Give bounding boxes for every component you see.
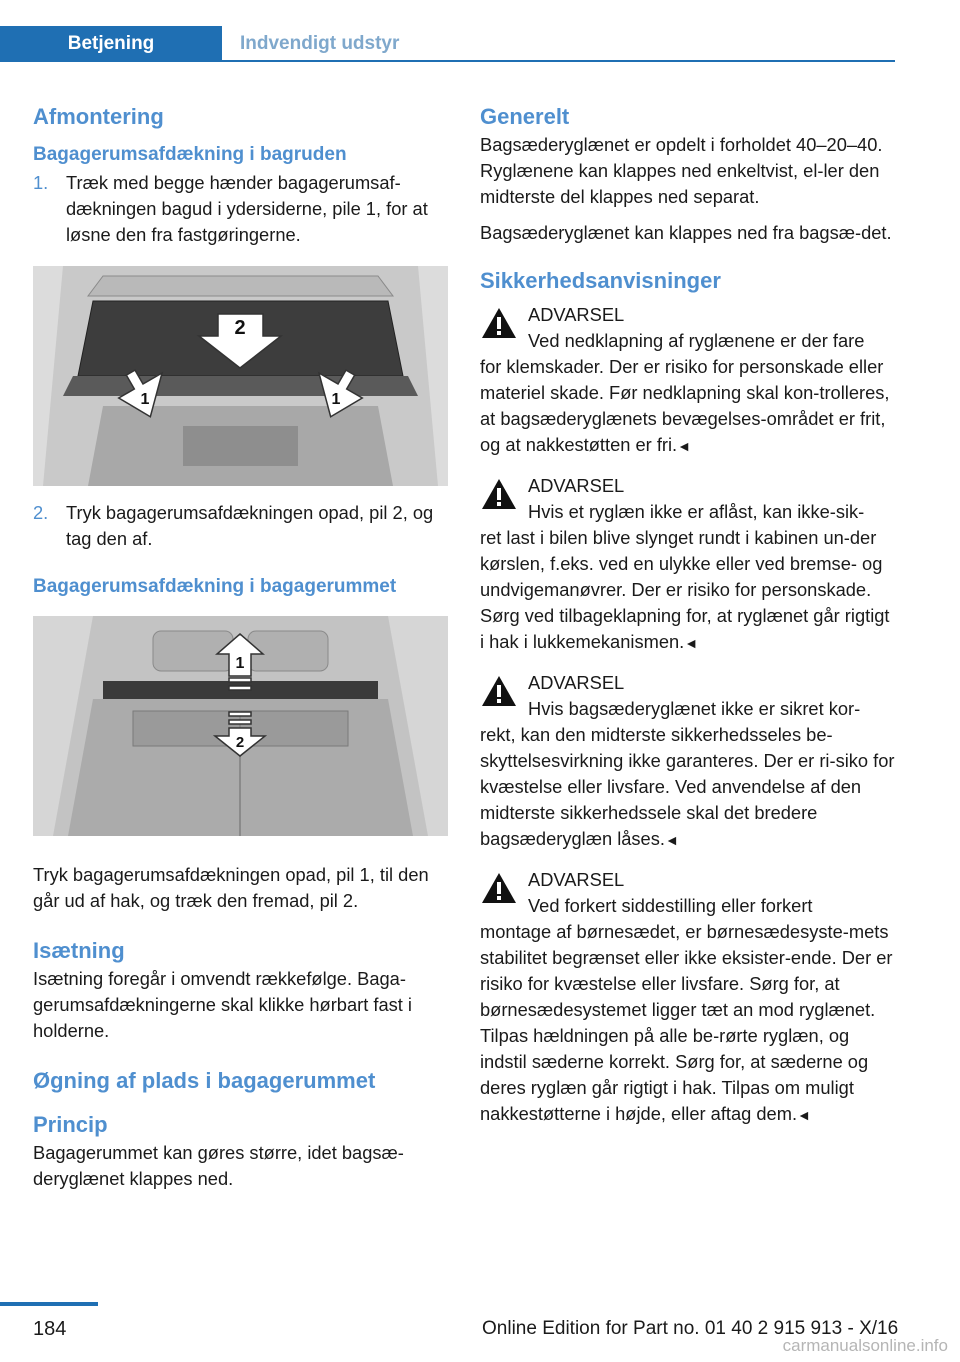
end-mark-icon: ◄ [677,438,691,454]
warning-1 [480,302,898,459]
warning-text-rest: montage af børnesædet, er børnesædesyste-mets stabilitet begrænset eller ikke eksister-ende. Der er risiko for kvæstelse eller livsfare. Sørg for, at børnesædesystemet ligger tæt an mod ryglænet. Tilpas hældningen på alle be-rørte ryglæn, og indstil sæderne korrekt. Sørg for, at sæderne og deres ryglæn går rigtigt i hak. Tilpas om muligt nakkestøtterne i højde, eller aftag dem. [480,921,893,1124]
heading-generelt: Generelt [480,104,570,129]
warning-triangle-icon [480,674,518,708]
right-column [480,98,898,1138]
steps-list-1 [33,170,448,248]
end-mark-icon: ◄ [664,832,679,848]
figure-luggage-cover [33,616,448,836]
para-generelt-2: Bagsæderyglænet kan klappes ned fra bagsæ-det. [480,222,892,243]
step-1-text: Træk med begge hænder bagagerumsaf-dækningen bagud i ydersiderne, pile 1, for at løsne den fra fastgøringerne. [66,172,428,245]
step-1 [33,170,448,248]
header-rule [222,60,895,62]
para-princip: Bagagerummet kan gøres større, idet bagsæ-deryglænet klappes ned. [33,1142,404,1189]
warning-text [480,499,898,656]
warning-label: ADVARSEL [528,869,625,890]
warnings-list [480,302,898,1128]
para-isaetning: Isætning foregår i omvendt rækkefølge. Baga-gerumsafdækningerne skal klikke hørbart fast i holderne. [33,968,412,1041]
heading-sikkerhed: Sikkerhedsanvisninger [480,268,721,293]
warning-2 [480,473,898,656]
warning-triangle-icon [480,306,518,340]
warning-text-rest: for klemskader. Der er risiko for personskade eller materiel skade. Før nedklapning skal kon-trolleres, at bagsæderyglænets bevægelses-området er frit, og at nakkestøtten er fri. [480,356,890,455]
warning-4 [480,867,898,1128]
footer-edition: Online Edition for Part no. 01 40 2 915 913 - X/16 [482,1318,899,1339]
heading-bagagerummet: Bagagerumsafdækning i bagagerummet [33,576,397,597]
warning-text-first-line: Hvis bagsæderyglænet ikke er sikret kor- [528,698,861,719]
warning-text-rest: ret last i bilen blive slynget rundt i kabinen un-der kørslen, f.eks. ved en ulykke eller ved bremse- og undvigemanøvrer. Der er risiko for personskade. Sørg ved tilbageklapning for, at ryglænet går rigtigt i hak i lukkemekanismen. [480,527,890,652]
warning-3 [480,670,898,853]
warning-triangle-icon [480,871,518,905]
page-header [0,26,895,62]
step-2-number: 2. [33,502,49,523]
warning-text-first-line: Ved nedklapning af ryglænene er der fare [528,330,865,351]
warning-text-rest: rekt, kan den midterste sikkerhedsseles be-skyttelsesvirkning ikke garanteres. Der er ri-siko for kvæstelse eller livsfare. Ved anvendelse af den midterste sikkerhedssele skal det bredere bagsæderyglæn låses. [480,724,895,849]
warning-label: ADVARSEL [528,672,625,693]
heading-bagruden: Bagagerumsafdækning i bagruden [33,144,347,165]
figure-rear-window-cover-drawing [33,266,448,486]
figure-rear-window-cover [33,266,448,486]
fig1-label-1-left: 1 [140,391,150,408]
warning-label: ADVARSEL [528,475,625,496]
para-bagagerummet: Tryk bagagerumsafdækningen opad, pil 1, til den går ud af hak, og træk den fremad, pil 2. [33,864,429,911]
chapter-tab-betjening[interactable]: Betjening [0,26,222,62]
para-generelt-1: Bagsæderyglænet er opdelt i forholdet 40–20–40. Ryglænene kan klappes ned enkeltvist, el-ler den midterste del klappes ned separat. [480,134,883,207]
end-mark-icon: ◄ [797,1107,811,1123]
heading-oegning: Øgning af plads i bagagerummet [33,1068,376,1093]
step-2 [33,500,448,552]
steps-list-2 [33,500,448,552]
fig1-label-1-right: 1 [331,391,341,408]
warning-text [480,696,898,853]
fig1-label-2: 2 [234,317,246,339]
section-tab-indvendigt-udstyr[interactable]: Indvendigt udstyr [240,33,400,54]
warning-text-first-line: Hvis et ryglæn ikke er aflåst, kan ikke-sik- [528,501,865,522]
heading-princip: Princip [33,1112,108,1137]
figure-luggage-cover-drawing [33,616,448,836]
footer-watermark: carmanualsonline.info [782,1336,948,1355]
left-column [33,98,448,1202]
warning-triangle-icon [480,477,518,511]
fig2-label-2: 2 [235,734,245,751]
step-1-number: 1. [33,172,49,193]
step-2-text: Tryk bagagerumsafdækningen opad, pil 2, og tag den af. [66,502,434,549]
warning-text [480,893,898,1128]
footer-bar [0,1302,98,1306]
warning-label: ADVARSEL [528,304,625,325]
warning-text [480,328,898,459]
end-mark-icon: ◄ [684,635,699,651]
heading-isaetning: Isætning [33,938,125,963]
page-number: 184 [33,1318,67,1340]
heading-afmontering: Afmontering [33,104,164,129]
warning-text-first-line: Ved forkert siddestilling eller forkert [528,895,813,916]
fig2-label-1: 1 [235,655,245,672]
